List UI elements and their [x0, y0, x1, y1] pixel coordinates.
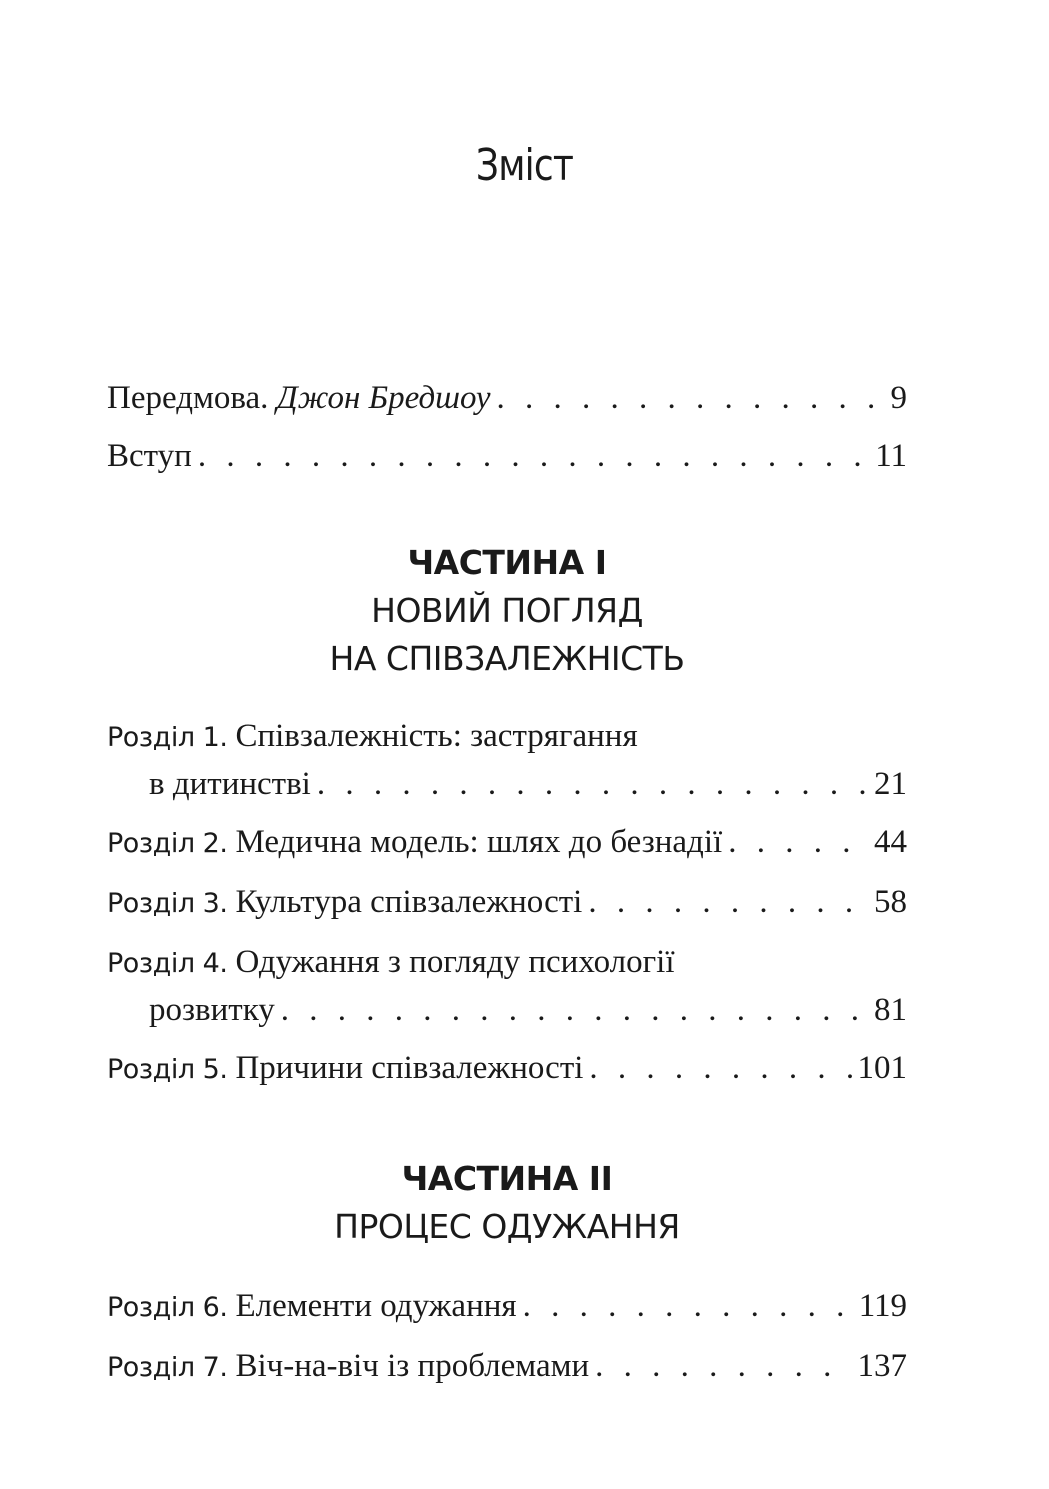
page-number: 9 [890, 380, 907, 416]
dot-leader [728, 819, 868, 865]
page-number: 21 [874, 766, 907, 802]
chapter-title: Культура співзалежності [235, 884, 583, 920]
toc-entry-chapter-6[interactable] [107, 1283, 907, 1331]
entry-author: Джон Бредшоу [276, 380, 491, 416]
dot-leader [497, 375, 885, 421]
page-number: 137 [857, 1348, 907, 1384]
part-number: ЧАСТИНА І [407, 543, 607, 582]
chapter-title: Віч-на-віч із проблемами [235, 1348, 590, 1384]
toc-entry-chapter-5[interactable] [107, 1045, 907, 1093]
part-title-line: ПРОЦЕС ОДУЖАННЯ [334, 1207, 680, 1246]
page-number: 44 [874, 824, 907, 860]
dot-leader [595, 1343, 851, 1389]
dot-leader [317, 761, 868, 807]
page-number: 119 [858, 1288, 907, 1324]
page-title: Зміст [475, 140, 574, 191]
chapter-label: Розділ 1. [107, 722, 228, 753]
part-number: ЧАСТИНА ІІ [401, 1159, 613, 1198]
chapter-label: Розділ 5. [107, 1054, 228, 1085]
part-title-line: НА СПІВЗАЛЕЖНІСТЬ [329, 639, 685, 678]
chapter-title: Одужання з погляду психології [235, 944, 675, 980]
page-number: 11 [875, 438, 907, 474]
dot-leader [523, 1283, 853, 1329]
toc-entry-chapter-4[interactable] [107, 939, 907, 1033]
chapter-label: Розділ 7. [107, 1352, 228, 1383]
dot-leader [589, 1045, 851, 1091]
table-of-contents [107, 375, 907, 1403]
toc-entry-chapter-7[interactable] [107, 1343, 907, 1391]
part-heading-2 [107, 1155, 907, 1251]
chapter-label: Розділ 3. [107, 888, 228, 919]
dot-leader [588, 879, 868, 925]
part-heading-1 [107, 539, 907, 683]
entry-label: Передмова. Джон Бредшоу [107, 380, 491, 416]
toc-entry-chapter-1[interactable] [107, 713, 907, 807]
page-number: 58 [874, 884, 907, 920]
toc-entry-chapter-3[interactable] [107, 879, 907, 927]
entry-label: Вступ [107, 438, 192, 474]
toc-entry-foreword[interactable] [107, 375, 907, 421]
dot-leader [281, 987, 868, 1033]
toc-entry-chapter-2[interactable] [107, 819, 907, 867]
chapter-title-continued: в дитинстві [149, 766, 311, 802]
chapter-title-continued: розвитку [149, 992, 275, 1028]
part-title-line: НОВИЙ ПОГЛЯД [371, 591, 643, 630]
dot-leader [198, 433, 869, 479]
chapter-title: Причини співзалежності [235, 1050, 584, 1086]
chapter-title: Медична модель: шлях до безнадії [235, 824, 723, 860]
chapter-label: Розділ 4. [107, 948, 228, 979]
chapter-title: Співзалежність: застрягання [235, 718, 638, 754]
chapter-title: Елементи одужання [235, 1288, 517, 1324]
chapter-label: Розділ 2. [107, 828, 228, 859]
page-number: 81 [874, 992, 907, 1028]
chapter-label: Розділ 6. [107, 1292, 228, 1323]
toc-entry-introduction[interactable] [107, 433, 907, 479]
page-number: 101 [857, 1050, 907, 1086]
